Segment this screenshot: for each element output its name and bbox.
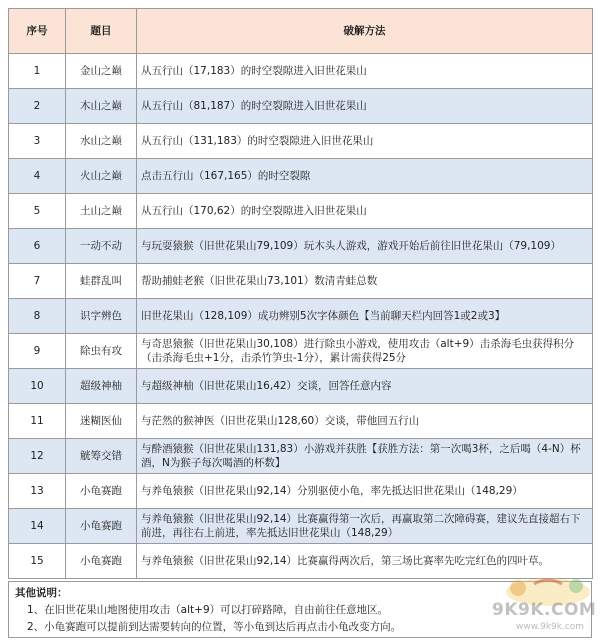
cell-no: 4 (9, 159, 66, 194)
cell-no: 14 (9, 509, 66, 544)
table-row (9, 474, 593, 509)
cell-no: 2 (9, 89, 66, 124)
notes-title: 其他说明： (15, 587, 68, 599)
table-row (9, 194, 593, 229)
cell-title: 火山之巅 (66, 159, 137, 194)
cell-title: 除虫有攻 (66, 334, 137, 369)
cell-title: 水山之巅 (66, 124, 137, 159)
notes-item: 2、小龟赛跑可以提前到达需要转向的位置，等小龟到达后再点击小龟改变方向。 (27, 621, 402, 633)
table-row (9, 439, 593, 474)
cell-title: 超级神柚 (66, 369, 137, 404)
cell-method: 旧世花果山（128,109）成功辨别5次字体颜色【当前聊天栏内回答1或2或3】 (137, 299, 593, 334)
table-header-row (9, 9, 593, 54)
cell-title: 木山之巅 (66, 89, 137, 124)
cell-title: 蛙群乱叫 (66, 264, 137, 299)
table-row (9, 369, 593, 404)
cell-method: 从五行山（17,183）的时空裂隙进入旧世花果山 (137, 54, 593, 89)
cell-method: 与玩耍猿猴（旧世花果山79,109）玩木头人游戏，游戏开始后前往旧世花果山（79,109） (137, 229, 593, 264)
cell-no: 13 (9, 474, 66, 509)
cell-no: 8 (9, 299, 66, 334)
watermark-url: www.9k9k.com (516, 622, 585, 632)
cell-method: 帮助捕蛙老猴（旧世花果山73,101）数清青蛙总数 (137, 264, 593, 299)
cell-method: 与茫然的猴神医（旧世花果山128,60）交谈，带他回五行山 (137, 404, 593, 439)
cell-method: 点击五行山（167,165）的时空裂隙 (137, 159, 593, 194)
cell-no: 7 (9, 264, 66, 299)
table-row (9, 159, 593, 194)
cell-no: 6 (9, 229, 66, 264)
table-row (9, 509, 593, 544)
cell-method: 与养龟猿猴（旧世花果山92,14）比赛赢得两次后，第三场比赛率先吃完红色的四叶草。 (137, 544, 593, 579)
cell-no: 15 (9, 544, 66, 579)
cell-title: 觥筹交错 (66, 439, 137, 474)
cell-no: 10 (9, 369, 66, 404)
cell-method: 从五行山（170,62）的时空裂隙进入旧世花果山 (137, 194, 593, 229)
cell-title: 识字辨色 (66, 299, 137, 334)
table-row (9, 299, 593, 334)
cell-no: 3 (9, 124, 66, 159)
cell-title: 小龟赛跑 (66, 544, 137, 579)
cell-method: 与养龟猿猴（旧世花果山92,14）分别驱使小龟，率先抵达旧世花果山（148,29） (137, 474, 593, 509)
cell-no: 9 (9, 334, 66, 369)
cell-method: 与酔酒猿猴（旧世花果山131,83）小游戏并获胜【获胜方法：第一次喝3杯，之后喝（4-N）杯酒，N为猴子每次喝酒的杯数】 (137, 439, 593, 474)
table-row (9, 264, 593, 299)
table-row (9, 89, 593, 124)
cell-title: 迷糊医仙 (66, 404, 137, 439)
cell-no: 5 (9, 194, 66, 229)
cell-no: 11 (9, 404, 66, 439)
header-no: 序号 (9, 9, 66, 54)
header-title: 题目 (66, 9, 137, 54)
cell-title: 小龟赛跑 (66, 509, 137, 544)
table-row (9, 334, 593, 369)
table-row (9, 229, 593, 264)
cell-title: 金山之巅 (66, 54, 137, 89)
cell-title: 小龟赛跑 (66, 474, 137, 509)
cell-method: 与超级神柚（旧世花果山16,42）交谈，回答任意内容 (137, 369, 593, 404)
guide-table (8, 8, 593, 579)
cell-title: 一动不动 (66, 229, 137, 264)
cell-title: 土山之巅 (66, 194, 137, 229)
watermark-text: 9K9K.COM (492, 600, 597, 620)
table-row (9, 404, 593, 439)
cell-no: 12 (9, 439, 66, 474)
table-row (9, 124, 593, 159)
cell-method: 与奇思猿猴（旧世花果山30,108）进行除虫小游戏，使用攻击（alt+9）击杀海毛虫获得积分（击杀海毛虫+1分，击杀竹笋虫-1分），累计需获得25分 (137, 334, 593, 369)
cell-method: 从五行山（81,187）的时空裂隙进入旧世花果山 (137, 89, 593, 124)
cell-no: 1 (9, 54, 66, 89)
cell-method: 与养龟猿猴（旧世花果山92,14）比赛赢得第一次后，再赢取第二次障碍赛，建议先直接超右下前进，再往右上前进，率先抵达旧世花果山（148,29） (137, 509, 593, 544)
notes-item: 1、在旧世花果山地图使用攻击（alt+9）可以打碎路障，自由前往任意地区。 (27, 604, 389, 616)
header-method: 破解方法 (137, 9, 593, 54)
table-row (9, 54, 593, 89)
cell-method: 从五行山（131,183）的时空裂隙进入旧世花果山 (137, 124, 593, 159)
